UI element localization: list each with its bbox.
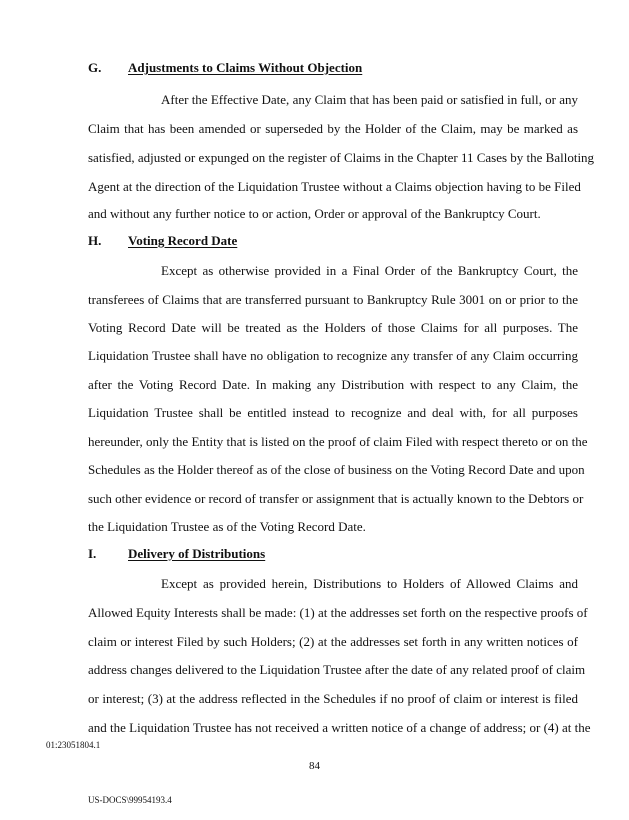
paragraph-line: after the Voting Record Date. In making any Distribution with respect to any Claim, the bbox=[88, 377, 578, 392]
section-g-heading bbox=[88, 60, 362, 76]
paragraph-line: transferees of Claims that are transferred pursuant to Bankruptcy Rule 3001 on or prior to the bbox=[88, 292, 578, 307]
paragraph-line: Except as otherwise provided in a Final Order of the Bankruptcy Court, the bbox=[161, 263, 578, 278]
paragraph-line: Claim that has been amended or superseded by the Holder of the Claim, may be marked as bbox=[88, 121, 578, 136]
paragraph-line: Voting Record Date will be treated as the Holders of those Claims for all purposes. The bbox=[88, 320, 578, 335]
paragraph-line: Liquidation Trustee shall be entitled instead to recognize and deal with, for all purposes bbox=[88, 405, 578, 420]
section-letter: H. bbox=[88, 233, 102, 248]
section-title: Voting Record Date bbox=[128, 233, 238, 248]
section-title: Delivery of Distributions bbox=[128, 546, 266, 561]
section-h-heading bbox=[88, 233, 237, 249]
paragraph-line: and without any further notice to or action, Order or approval of the Bankruptcy Court. bbox=[88, 206, 541, 221]
paragraph-line: claim or interest Filed by such Holders; (2) at the addresses set forth in any written notices of bbox=[88, 634, 578, 649]
paragraph-line: Liquidation Trustee shall have no obligation to recognize any transfer of any Claim occurring bbox=[88, 348, 578, 363]
document-id-bottom: US-DOCS\99954193.4 bbox=[88, 795, 172, 805]
paragraph-line: address changes delivered to the Liquidation Trustee after the date of any related proof of claim bbox=[88, 662, 586, 677]
paragraph-line: the Liquidation Trustee as of the Voting Record Date. bbox=[88, 519, 366, 534]
paragraph-line: Allowed Equity Interests shall be made: (1) at the addresses set forth on the respective proofs of bbox=[88, 605, 588, 620]
section-letter: I. bbox=[88, 546, 97, 561]
section-i-heading bbox=[88, 546, 265, 562]
paragraph-line: Schedules as the Holder thereof as of the close of business on the Voting Record Date and upon bbox=[88, 462, 585, 477]
section-title: Adjustments to Claims Without Objection bbox=[128, 60, 363, 75]
document-id-top: 01:23051804.1 bbox=[46, 740, 101, 750]
section-letter: G. bbox=[88, 60, 102, 75]
paragraph-line: or interest; (3) at the address reflected in the Schedules if no proof of claim or interest is filed bbox=[88, 691, 578, 706]
page-number: 84 bbox=[309, 760, 320, 772]
paragraph-line: satisfied, adjusted or expunged on the register of Claims in the Chapter 11 Cases by the Balloting bbox=[88, 150, 595, 165]
paragraph-line: Except as provided herein, Distributions to Holders of Allowed Claims and bbox=[161, 576, 578, 591]
paragraph-line: and the Liquidation Trustee has not received a written notice of a change of address; or (4) at the bbox=[88, 720, 591, 735]
paragraph-line: hereunder, only the Entity that is listed on the proof of claim Filed with respect thereto or on the bbox=[88, 434, 588, 449]
paragraph-line: such other evidence or record of transfer or assignment that is actually known to the Debtors or bbox=[88, 491, 584, 506]
paragraph-line: After the Effective Date, any Claim that has been paid or satisfied in full, or any bbox=[161, 92, 578, 107]
paragraph-line: Agent at the direction of the Liquidation Trustee without a Claims objection having to be Filed bbox=[88, 179, 581, 194]
